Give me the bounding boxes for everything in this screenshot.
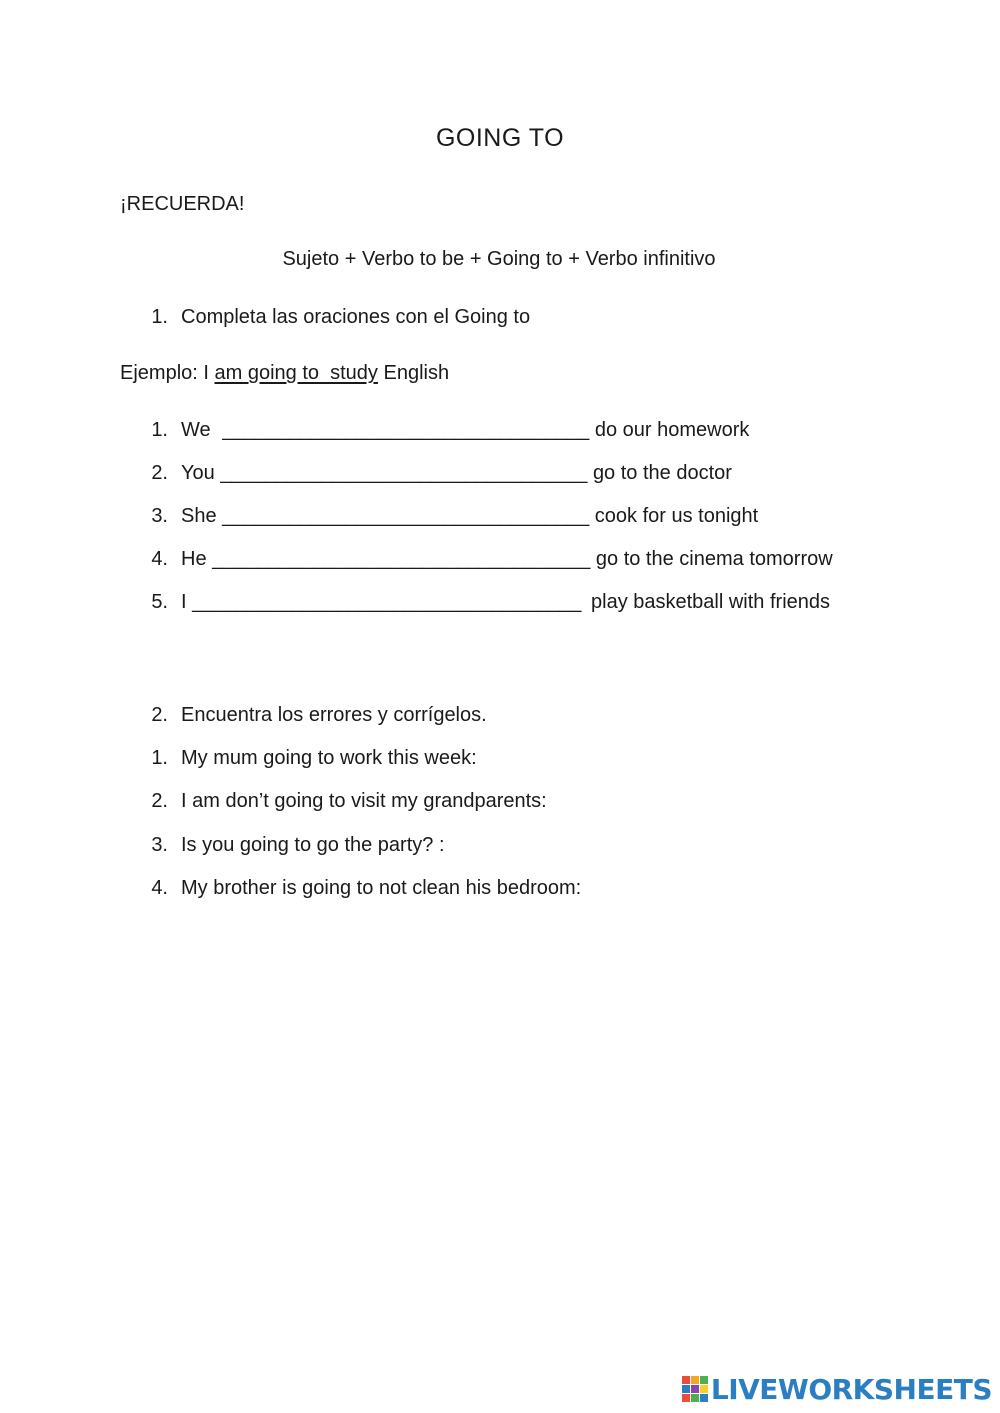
answer-blank[interactable]: _________________________________ [220,462,588,484]
example-answer: am going to study [214,362,378,384]
item-sentence [181,419,749,442]
logo-text: LIVEWORKSHEETS [710,1372,992,1406]
item-subject: He [181,548,207,570]
example-prefix: Ejemplo: I [120,362,209,384]
logo-square [682,1394,690,1402]
item-rest: do our homework [594,419,750,441]
error-sentence[interactable]: My brother is going to not clean his bedroom: [181,877,582,899]
item-sentence [181,591,830,614]
logo-mark-icon [682,1376,708,1402]
logo-square [691,1376,699,1384]
item-rest: play basketball with friends [591,591,831,613]
item-number: 4. [151,877,168,899]
section2-instruction: Encuentra los errores y corrígelos. [181,704,487,726]
item-subject: She [181,505,217,527]
logo-square [682,1376,690,1384]
item-number: 2. [151,462,168,484]
item-subject: You [181,462,215,484]
item-rest: go to the doctor [592,462,732,484]
error-sentence[interactable]: Is you going to go the party? : [181,834,445,856]
logo-square [700,1376,708,1384]
section2-number: 2. [151,704,168,726]
item-number: 3. [151,505,168,527]
item-number: 1. [151,419,168,441]
liveworksheets-logo[interactable] [682,1372,992,1406]
item-number: 5. [151,591,168,613]
item-number: 3. [151,834,168,856]
reminder-label: ¡RECUERDA! [120,193,245,215]
section1-number: 1. [151,306,168,328]
logo-square [691,1385,699,1393]
formula-text: Sujeto + Verbo to be + Going to + Verbo infinitivo [282,248,716,270]
answer-blank[interactable]: ___________________________________ [192,591,582,613]
answer-blank[interactable]: __________________________________ [212,548,591,570]
logo-square [682,1385,690,1393]
item-sentence [181,505,758,528]
item-number: 2. [151,790,168,812]
logo-square [691,1394,699,1402]
item-sentence [181,548,833,571]
item-rest: go to the cinema tomorrow [595,548,833,570]
item-sentence [181,462,732,485]
example-line [120,362,449,385]
error-sentence[interactable]: I am don’t going to visit my grandparents: [181,790,547,812]
example-suffix: English [383,362,450,384]
answer-blank[interactable]: _________________________________ [222,419,590,441]
item-number: 1. [151,747,168,769]
logo-square [700,1394,708,1402]
item-subject: We [181,419,211,441]
answer-blank[interactable]: _________________________________ [222,505,590,527]
logo-square [700,1385,708,1393]
section1-instruction: Completa las oraciones con el Going to [181,306,531,328]
page-title: GOING TO [435,124,565,152]
item-rest: cook for us tonight [594,505,759,527]
item-subject: I [181,591,187,613]
error-sentence[interactable]: My mum going to work this week: [181,747,477,769]
item-number: 4. [151,548,168,570]
